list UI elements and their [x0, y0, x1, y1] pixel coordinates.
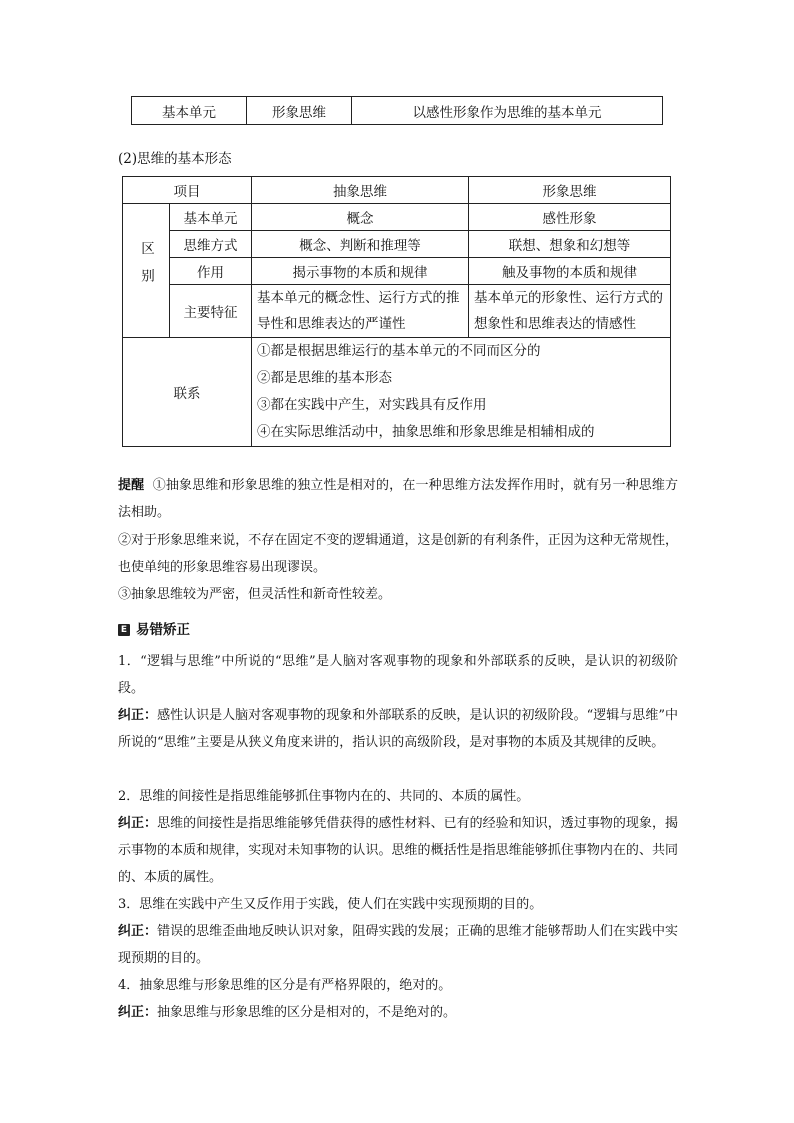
table-row — [123, 285, 671, 338]
reminder-item: ③抽象思维较为严密，但灵活性和新奇性较差。 — [118, 587, 392, 602]
error-statement: 4．抽象思维与形象思维的区分是有严格界限的，绝对的。 — [118, 978, 452, 993]
section-subtitle: (2)思维的基本形态 — [118, 151, 232, 167]
table-row — [123, 231, 671, 258]
table-cell: 形象思维 — [247, 97, 352, 125]
top-table — [131, 96, 663, 125]
correction-text: 错误的思维歪曲地反映认识对象，阻碍实践的发展；正确的思维才能够帮助人们在实践中实现预期的目的。 — [118, 924, 678, 966]
table-cell: 基本单元的概念性、运行方式的推导性和思维表达的严谨性 — [252, 285, 469, 338]
relation-cell — [252, 338, 671, 447]
section-title: 易错矫正 — [136, 622, 190, 638]
correction-label: 纠正： — [118, 924, 158, 939]
table-row — [123, 204, 671, 231]
error-statement: 3．思维在实践中产生又反作用于实践，使人们在实践中实现预期的目的。 — [118, 897, 543, 912]
row-label: 作用 — [170, 258, 252, 285]
relation-label: 联系 — [123, 338, 252, 447]
table-header-row — [123, 177, 671, 204]
header-cell: 项目 — [123, 177, 252, 204]
row-label: 主要特征 — [170, 285, 252, 338]
correction-text: 抽象思维与形象思维的区分是相对的，不是绝对的。 — [157, 1005, 457, 1020]
relation-item: ④在实际思维活动中，抽象思维和形象思维是相辅相成的 — [257, 424, 595, 440]
correction-label: 纠正： — [118, 816, 158, 831]
correction-label: 纠正： — [118, 1005, 158, 1020]
table-cell: 基本单元 — [132, 97, 247, 125]
table-cell: 基本单元的形象性、运行方式的想象性和思维表达的情感性 — [469, 285, 671, 338]
error-statement: 1．“逻辑与思维”中所说的“思维”是人脑对客观事物的现象和外部联系的反映，是认识的初级阶段。 — [118, 654, 678, 696]
header-cell: 形象思维 — [469, 177, 671, 204]
table-cell: 揭示事物的本质和规律 — [252, 258, 469, 285]
correction-label: 纠正： — [118, 708, 158, 723]
error-correction — [118, 702, 678, 756]
reminder-paragraph — [118, 472, 678, 526]
table-row — [123, 338, 671, 447]
error-correction — [118, 918, 678, 972]
section-icon: E — [118, 624, 130, 636]
table-cell: 触及事物的本质和规律 — [469, 258, 671, 285]
row-label: 基本单元 — [170, 204, 252, 231]
table-cell: 概念 — [252, 204, 469, 231]
group-label-cell — [123, 204, 170, 338]
table-row — [132, 97, 663, 125]
header-cell: 抽象思维 — [252, 177, 469, 204]
table-cell: 联想、想象和幻想等 — [469, 231, 671, 258]
row-label: 思维方式 — [170, 231, 252, 258]
correction-text: 思维的间接性是指思维能够凭借获得的感性材料、已有的经验和知识，透过事物的现象，揭示事物的本质和规律，实现对未知事物的认识。思维的概括性是指思维能够抓住事物内在的、共同的、本质的属性。 — [118, 816, 678, 885]
relation-item: ③都在实践中产生，对实践具有反作用 — [257, 397, 487, 413]
error-correction — [118, 999, 678, 1026]
relation-item: ①都是根据思维运行的基本单元的不同而区分的 — [257, 343, 541, 359]
error-statement: 2．思维的间接性是指思维能够抓住事物内在的、共同的、本质的属性。 — [118, 789, 530, 804]
reminder-item: ②对于形象思维来说，不存在固定不变的逻辑通道，这是创新的有利条件，正因为这种无常规性，也使单纯的形象思维容易出现谬误。 — [118, 533, 678, 575]
section-heading — [118, 620, 190, 640]
table-row — [123, 258, 671, 285]
reminder-label: 提醒 — [118, 478, 145, 493]
error-correction — [118, 810, 678, 891]
correction-text: 感性认识是人脑对客观事物的现象和外部联系的反映，是认识的初级阶段。“逻辑与思维”中所说的“思维”主要是从狭义角度来讲的，指认识的高级阶段，是对事物的本质及其规律的反映。 — [118, 708, 678, 750]
table-cell: 概念、判断和推理等 — [252, 231, 469, 258]
group-label: 区别 — [138, 241, 154, 296]
table-cell: 以感性形象作为思维的基本单元 — [352, 97, 663, 125]
table-cell: 感性形象 — [469, 204, 671, 231]
reminder-item: ①抽象思维和形象思维的独立性是相对的，在一种思维方法发挥作用时，就有另一种思维方法相助。 — [118, 478, 678, 520]
relation-item: ②都是思维的基本形态 — [257, 370, 392, 386]
comparison-table — [122, 176, 671, 447]
